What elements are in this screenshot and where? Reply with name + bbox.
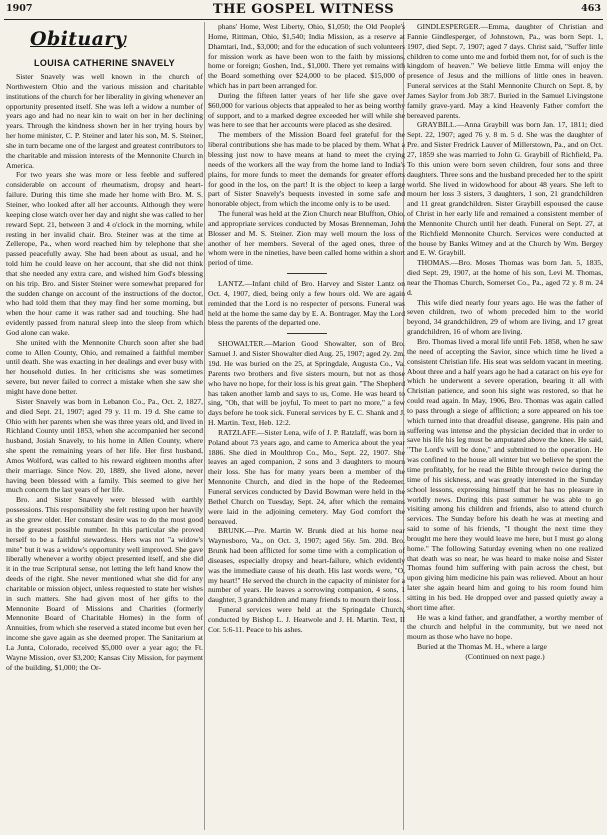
article-paragraph: Sister Snavely was born in Lebanon Co., Pa., Oct. 2, 1827, and died Sept. 21, 1907; aged 79 y. 11 m. 19 d. She came to Ohio with her parents when she was three years old, and lived in Richland County until 1853, when she accompanied her second husband, Josiah Snavely, to his home in Allen County, where she spent the remaining years of her life. Her first husband, Amos Wolford, was called to his reward eighteen months after their marriage. Since Nov. 20, 1889, she lived alone, never having been blessed with a family. This seemed to give her much concern the last years of her life. bbox=[6, 396, 203, 495]
article-paragraph: (Continued on next page.) bbox=[465, 652, 545, 661]
column-1 bbox=[6, 22, 203, 830]
article-paragraph: During the fifteen latter years of her life she gave over $60,000 for various objects that appealed to her as being worthy of support, and to a marked degree exceeded her will while she was here to see that her accounts were placed as she desired. bbox=[208, 90, 405, 130]
column-divider bbox=[204, 22, 205, 830]
section-separator bbox=[287, 333, 327, 334]
article-paragraph: RATZLAFF.—Sister Lena, wife of J. P. Ratzlaff, was born in Poland about 73 years ago, and came to America about the year 1886. She died in Moulthrop Co., Mo., Sept. 22, 1907. She leaves an aged companion, 2 sons and 3 daughters to mourn their loss. She has for many years been a member of the Mennonite Church, and died in the hope of the Redeemer. Funeral services conducted by David Bowman were held in the Bethel Church on Tuesday, Sept. 24, after which the remains were laid in the adjoining cemetery. May God comfort the bereaved. bbox=[208, 427, 405, 526]
article-paragraph: GINDLESPERGER.—Emma, daughter of Christian and Fannie Gindlesperger, of Johnstown, Pa., was born Sept. 1, 1907, died Sept. 7, 1907; aged 7 days. Christ said, "Suffer little children to come unto me and forbid them not, for of such is the kingdom of heaven." We believe little Emma will enjoy the presence of Jesus and the millions of little ones in heaven. Funeral services at the Stahl Mennonite Church on Sept. 8, by James Saylor from Job 38:7. Buried in the Samuel Livingstone family grave-yard. May a kind Heavenly Father comfort the bereaved parents. bbox=[407, 22, 603, 120]
article-paragraph: THOMAS.—Bro. Moses Thomas was born Jan. 5, 1835, died Sept. 29, 1907, at the home of his son, Levi M. Thomas, near the Thomas Church, Somerset Co., Pa., aged 72 y. 8 m. 24 d. bbox=[407, 258, 603, 297]
article-paragraph: She united with the Mennonite Church soon after she had come to Allen County, Ohio, and remained a faithful member until death. She was exacting in her dealings and ever busy with her household duties. In her criticisms she was sometimes severe, but never failed to correct a mistake when she saw she might have done better. bbox=[6, 337, 203, 396]
column-3 bbox=[407, 22, 603, 830]
obituary-heading: Obituary bbox=[30, 28, 127, 50]
page-header bbox=[0, 2, 607, 18]
column-2 bbox=[208, 22, 405, 830]
article-paragraph: phans' Home, West Liberty, Ohio, $1,050; the Old People's Home, Rittman, Ohio, $1,540; India Mission, as a reserve at Dhamtari, Ind., $3,000; and for the education of such volunteers for mission work as have been won to the faith by missions, home or foreign; Goshen, Ind., $1,000. There yet remains with the Board something over $24,000 to be placed. $15,000 of which has in part been arranged for. bbox=[208, 22, 405, 91]
obituary-name: LOUISA CATHERINE SNAVELY bbox=[33, 58, 176, 68]
publication-title: THE GOSPEL WITNESS bbox=[212, 2, 395, 17]
article-paragraph: GRAYBILL.—Anna Graybill was born Jan. 17, 1811; died Sept. 22, 1907; aged 76 y. 8 m. 5 d. She was the daughter of Pre. and Sister Fredrick Lauver of Millerstown, Pa., and on Oct. 27, 1859 she was married to John G. Graybill of Richfield, Pa. To this union were born seven children, four sons and three daughters. Three sons and the husband preceded her to the spirit world. She lived in widowhood for about 48 years. She left to mourn her loss 3 sisters, 3 daughters, 1 son, 21 grandchildren and 11 great grandchildren. Sister Graybill espoused the cause of Christ in her early life and remained a consistent member of the Mennonite Church until her death. Funeral on Sept. 27, at the Richfield Mennonite Church. Services were conducted at the house by Banks Witney and at the Church by Wm. Bergey and E. W. Graybill. bbox=[407, 120, 603, 258]
article-paragraph: Bro. Thomas lived a moral life until Feb. 1858, when he saw the need of accepting the Savior, since which time he lived a consistent Christian life. His seat was seldom vacant in meeting. About three and a half years ago he had a cataract on his eye for which he underwent a severe operation, bearing it all with Christian patience, and soon his sight was restored, so that he could read again. In May, 1906, Bro. Thomas was again called to pass through a siege of affliction; a sore appeared on his toe which turned into that dreadful disease, gangrene. His pain and suffering was intense and the physician decided that in order to save his life his leg must be amputated above the knee. He said, "The Lord's will be done," and submitted to the operation. He was confined to the house all winter but we believe he spent the time profitably, for he read the Bible through twice during the time of his sickness, and was greatly interested in the Sunday school lessons, expressing himself that he has no pleasure in worldly news. During this past summer he was able to go visiting among his children and friends, also to attend church services. The Sunday before his death he was at meeting and said to some of his friends, "I thought the next time they brought me here they would leave me here, but I must go along home." The following Saturday evening when no one realized that death was so near, he was heard to make noise and Sister Thomas found him suffering with pain across the chest, but upon giving him medicine his pain was relieved. About an hour later she again heard him and going to his room found him sitting in his bed. He dropped over and passed quietly away a short time after. bbox=[407, 337, 603, 612]
page-number: 463 bbox=[581, 3, 601, 14]
article-paragraph: Sister Snavely was well known in the church of Northwestern Ohio and the various mission and charitable institutions of the church for her liberality in giving whenever an opportunity presented itself. She was left a widow a number of years ago and had no near kin to wait on her in her declining years. Through the kindness shown her in her trying hours by her home minister, C. P. Steiner and later his son, M. S. Steiner, she in turn became one of the largest and greatest contributors to the charitable and mission interests of the Mennonite Church in America. bbox=[6, 72, 203, 170]
article-paragraph: Funeral services were held at the Springdale Church, conducted by Bishop L. J. Heatwole and J. H. Martin. Text, II Cor. 5:6-11. Peace to his ashes. bbox=[208, 605, 405, 634]
article-paragraph: Buried at the Thomas M. H., where a large bbox=[417, 642, 547, 652]
article-paragraph: He was a kind father, and grandfather, a worthy member of the church and helpful in the community, but we need not mourn as those who have no hope. bbox=[407, 612, 603, 642]
article-paragraph: LANTZ.—Infant child of Bro. Harvey and Sister Lantz on Oct. 4, 1907, died, being only a few hours old. We are again reminded that the Lord is no respecter of persons. Funeral was held at the home the same day by E. A. Bontrager. May the Lord bless the parents of the departed one. bbox=[208, 279, 405, 328]
article-paragraph: This wife died nearly four years ago. He was the father of seven children, two of whom preceded him to the world beyond, 34 grandchildren, 29 of whom are living, and 17 great grandchildren, 16 of whom are living. bbox=[407, 297, 603, 337]
article-paragraph: SHOWALTER.—Marion Good Showalter, son of Bro. Samuel J. and Sister Showalter died Aug. 25, 1907; aged 2y. 2m. 19d. He was buried on the 25, at Springdale, Augusta Co., Va. Parents two brothers and five sisters mourn, but not as those who have no hope, for their loss is his great gain. "The Shepherd has taken another lamb and says to us, Come. He was heard to sing, "Oh, that will be joyful, To meet to part no more," a few days before he took sick. Funeral services by E. C. Shank and J. H. Martin. Text, Heb. 12:2. bbox=[208, 339, 405, 428]
header-rule bbox=[4, 19, 603, 20]
article-paragraph: Bro. and Sister Snavely were blessed with earthly possessions. This responsibility she felt resting upon her heavily as she grew older. Her constant desire was to do the most good in the greatest possible number. In this particular she proved herself to be a faithful stewardess. Hers was not "a widow's mite" but it was a widow's opportunity well improved. She gave liberally whenever a worthy object presented itself, and she did it in the true Scriptural sense, not letting the left hand know the deeds of the right. She never mentioned what she did for any charitable or mission object, unless requested to state her wishes in such matters. She had given most of her gifts to the Mennonite Board of Missions and Charities (formerly Mennonite Board of Charitable Homes) in the form of Annuities, from which she reserved a stated income but even her income she gave again as she deemed proper. The Sanitarium at La Junta, Colorado, received $5,000 over a year ago; the Ft. Wayne Mission, over $3,200; Kansas City Mission, for payment of the building, $1,000; the Or- bbox=[6, 495, 203, 672]
header-year: 1907 bbox=[6, 3, 33, 14]
section-separator bbox=[287, 273, 327, 274]
article-paragraph: The funeral was held at the Zion Church near Bluffton, Ohio, and appropriate services conducted by Mosas Brenneman, John Blosser and M. S. Steiner. Zion may well mourn the loss of another of her members. Several of the aged ones, three of whom were in the nineties, have been called home within a short period of time. bbox=[208, 209, 405, 268]
article-paragraph: The members of the Mission Board feel grateful for the liberal contributions she has made to be placed by them. What a blessing just now to have means at hand to meet the crying needs of the workers all the way from the home land to India's plains, for more funds to meet the demands for greater efforts for good in the los, on the part! It is the object to keep a large part of Sister Snavely's bequests invested in some safe and honorable object, from which the income only is to be used. bbox=[208, 130, 405, 209]
article-paragraph: BRUNK.—Pre. Martin W. Brunk died at his home near Waynesboro, Va., on Oct. 3, 1907; aged 56y. 5m. 20d. Bro. Brunk had been afflicted for some time with a complication of diseases, especially dropsy and heart-failure, which evidently was the immediate cause of his death. His last words were, "O, my heart!" He served the church in the capacity of minister for a number of years. He leaves a sorrowing companion, 4 sons, 1 daughter, 3 grandchildren and many friends to mourn their loss. bbox=[208, 526, 405, 605]
article-paragraph: For two years she was more or less feeble and suffered considerable on account of rheumatism, dropsy and heart-failure. During this time she made her home with Bro. M. S. Steiner, who looked after all her accounts. Although they were keeping close watch over her day and night she was called to her reward Sept. 21, between 3 and 4 o'clock in the morning, while resting in her invalid chair. Bro. Steiner was at the time at Zellerope, Pa., when word reached him by telephone that she passed peacefully away. She had been about as usual, and he told him he could leave on her account, that she did not think that she needed any extra care, and wished him God's blessing on his trip. Bro. and Sister Steiner were somewhat prepared for the sudden change on account of the instructions of the doctor, who had told them that they may find her some morning, but when the hour came it was rather sad and touching. She had evidently passed from natural sleep into the sleep from which God alone can wake. bbox=[6, 170, 203, 337]
